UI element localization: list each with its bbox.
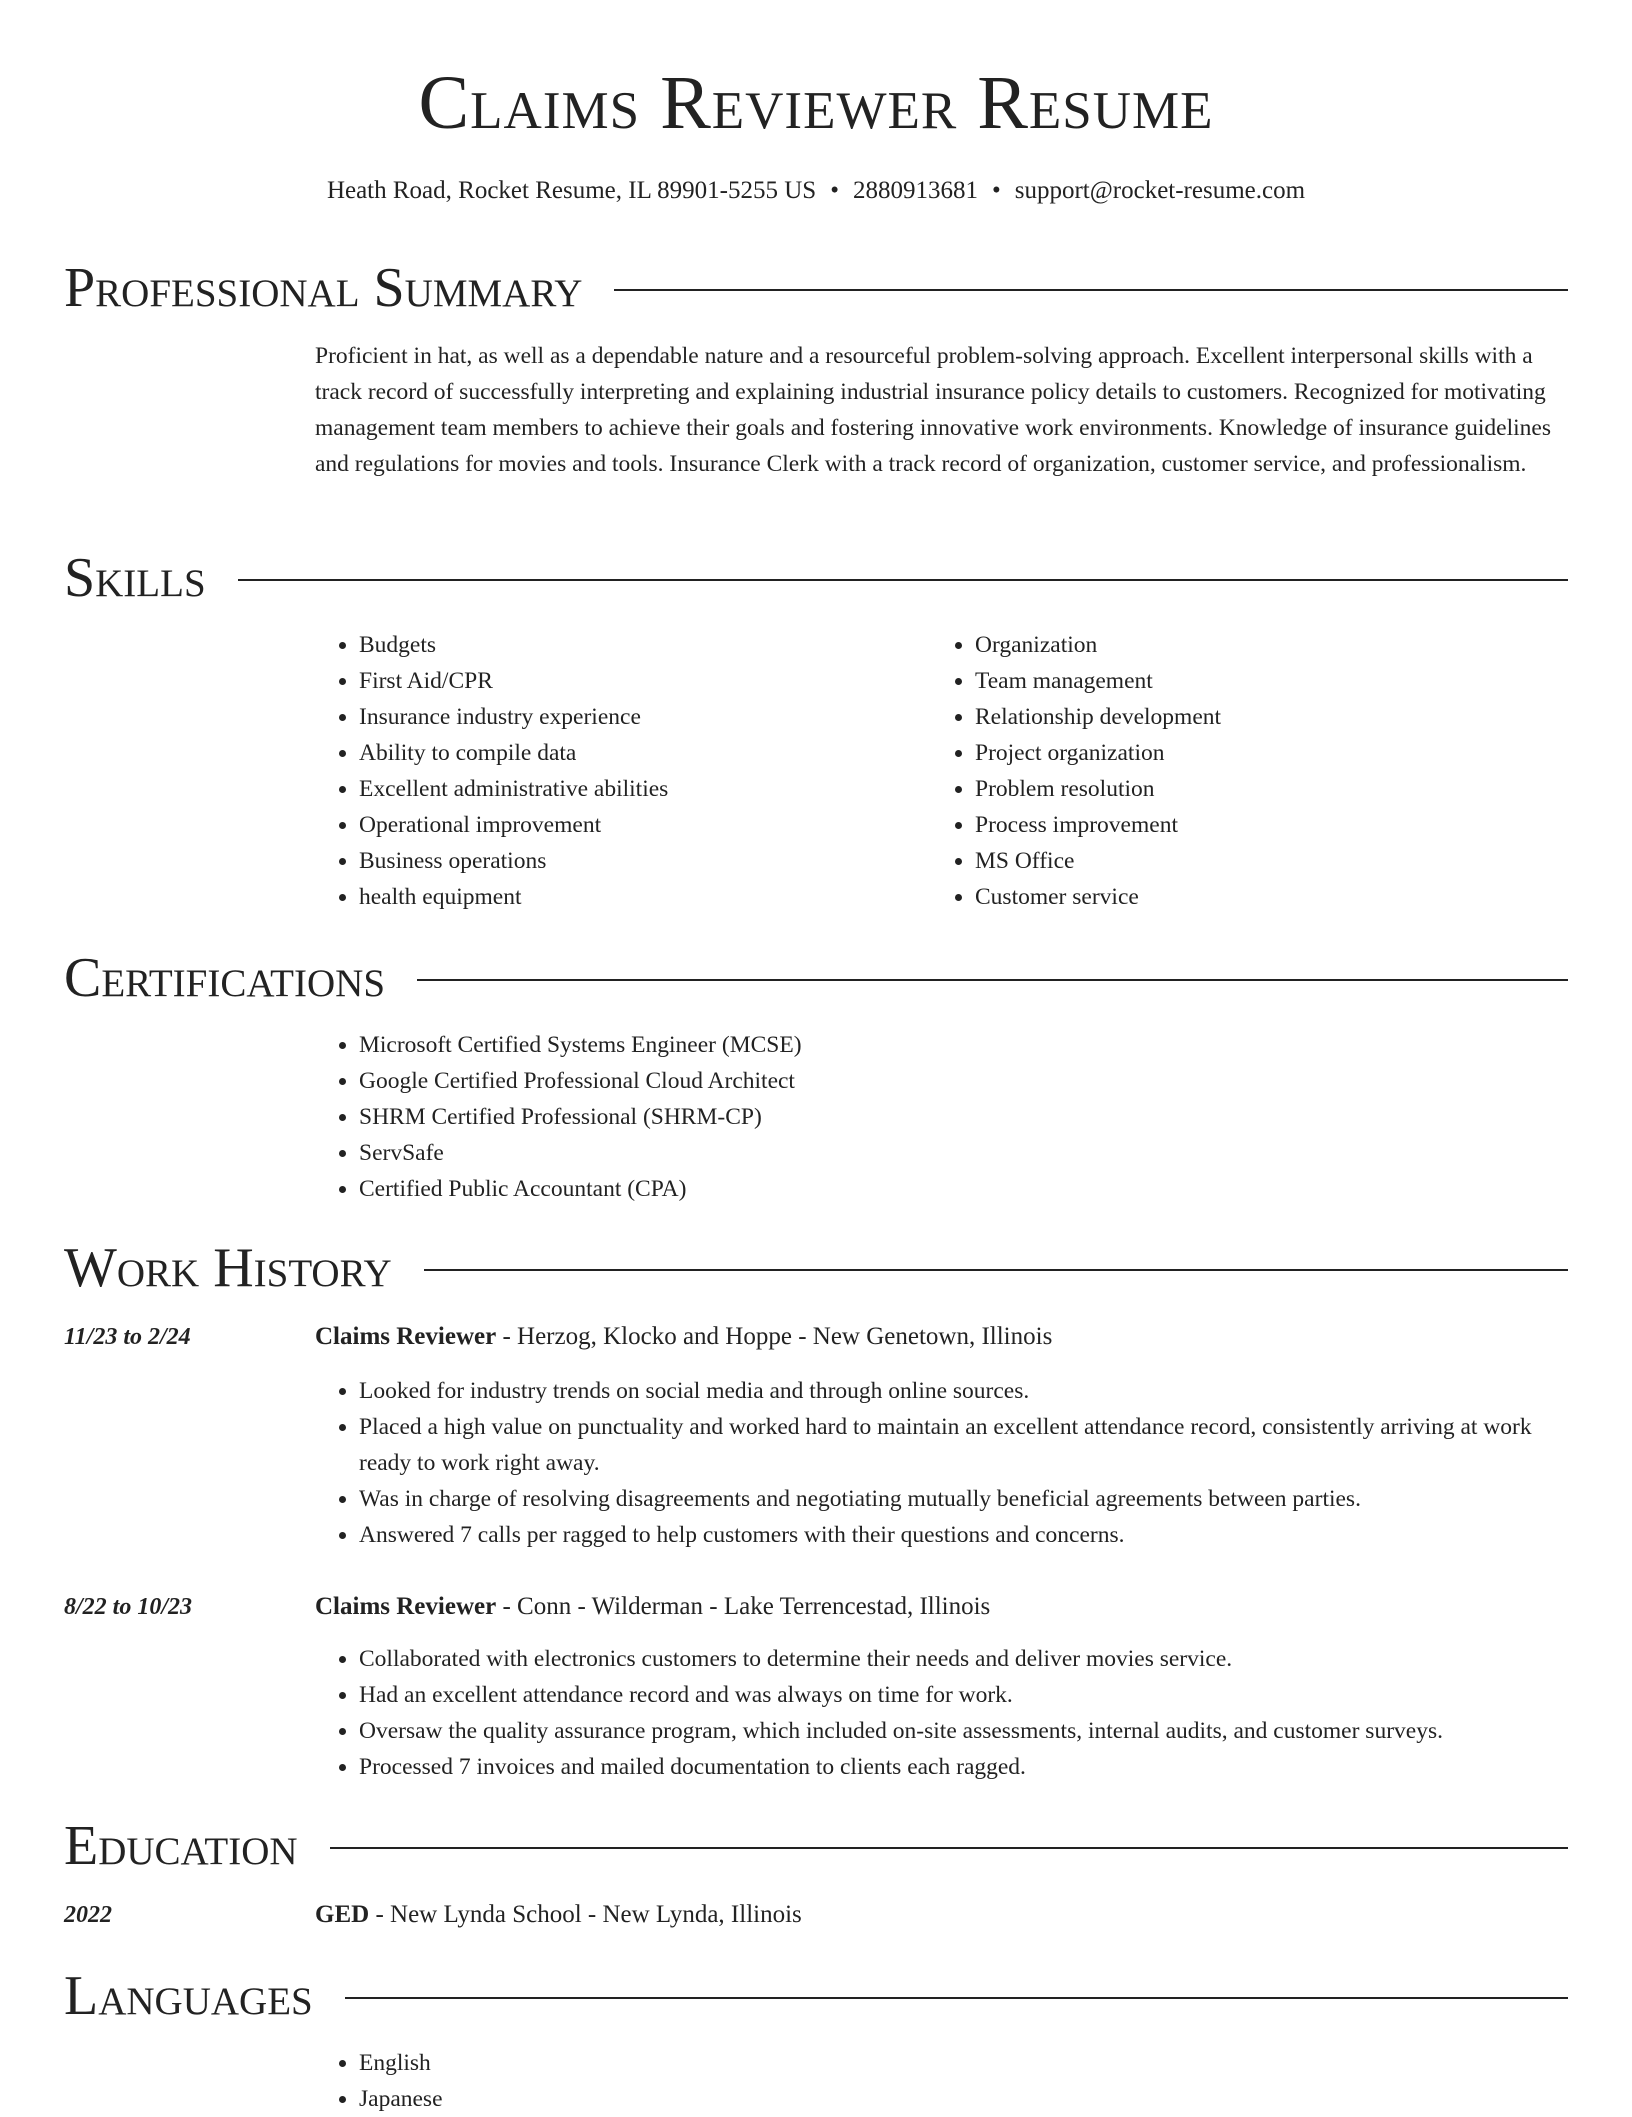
work-section-header xyxy=(64,1238,1568,1298)
job-title: Claims Reviewer xyxy=(315,1323,497,1350)
job-heading xyxy=(315,1319,1052,1355)
skill-item: • Budgets xyxy=(359,627,915,663)
skill-item: • health equipment xyxy=(359,879,915,915)
skill-item: • Relationship development xyxy=(975,699,1531,735)
education-entry xyxy=(315,1897,802,1933)
skill-item: • Excellent administrative abilities xyxy=(359,771,915,807)
skills-column-right xyxy=(931,627,1531,915)
contact-email: support@rocket-resume.com xyxy=(1014,177,1306,204)
section-divider xyxy=(330,1847,1568,1849)
contact-address: Heath Road, Rocket Resume, IL 89901-5255 US xyxy=(326,177,817,204)
job-duty-item: • Placed a high value on punctuality and worked hard to maintain an excellent attendance record, consistently arriving at work ready to work right away. xyxy=(359,1409,1571,1481)
languages-block xyxy=(315,2045,1571,2117)
skills-column-left xyxy=(315,627,915,915)
job-title: Claims Reviewer xyxy=(315,1593,497,1620)
skill-item: • Team management xyxy=(975,663,1531,699)
contact-line xyxy=(0,175,1632,207)
skill-item: • Problem resolution xyxy=(975,771,1531,807)
job-duty-item: • Oversaw the quality assurance program, which included on-site assessments, internal audits, and customer surveys. xyxy=(359,1713,1571,1749)
contact-separator: • xyxy=(991,177,1001,204)
education-heading: Education xyxy=(64,1815,298,1877)
certification-item: • Microsoft Certified Systems Engineer (MCSE) xyxy=(359,1027,1571,1063)
job-heading xyxy=(315,1589,990,1625)
languages-section-header xyxy=(64,1966,1568,2026)
certifications-section-header xyxy=(64,948,1568,1008)
job-duty-item: • Had an excellent attendance record and was always on time for work. xyxy=(359,1677,1571,1713)
job-duty-item: • Collaborated with electronics customers to determine their needs and deliver movies service. xyxy=(359,1641,1571,1677)
certifications-heading: Certifications xyxy=(64,947,386,1009)
summary-text: Proficient in hat, as well as a dependable nature and a resourceful problem-solving approach. Excellent interpersonal skills with a track record of successfully interpreting and explaining industrial insurance policy details to customers. Recognized for motivating management team members to achieve their goals and fostering innovative work environments. Knowledge of insurance guidelines and regulations for movies and tools. Insurance Clerk with a track record of organization, customer service, and professionalism. xyxy=(315,343,1551,477)
contact-separator: • xyxy=(830,177,839,204)
section-divider xyxy=(614,289,1568,291)
skills-section-header xyxy=(64,548,1568,608)
skill-item: • Customer service xyxy=(975,879,1531,915)
job-dates: 8/22 to 10/23 xyxy=(64,1594,193,1620)
language-item: • Japanese xyxy=(359,2081,1571,2117)
skills-list-left xyxy=(315,627,915,915)
certifications-block xyxy=(315,1027,1571,1207)
resume-title: Claims Reviewer Resume xyxy=(418,61,1214,145)
skill-item: • First Aid/CPR xyxy=(359,663,915,699)
job-duties-block xyxy=(315,1641,1571,1785)
skill-item: • MS Office xyxy=(975,843,1531,879)
section-divider xyxy=(424,1269,1568,1271)
languages-heading: Languages xyxy=(64,1965,313,2027)
skill-item: • Insurance industry experience xyxy=(359,699,915,735)
section-divider xyxy=(238,579,1568,581)
skills-heading: Skills xyxy=(64,547,206,609)
certification-item: • Google Certified Professional Cloud Architect xyxy=(359,1063,1571,1099)
work-heading: Work History xyxy=(64,1237,392,1299)
job-company-location: - Herzog, Klocko and Hoppe - New Genetown, Illinois xyxy=(496,1323,1053,1350)
skill-item: • Organization xyxy=(975,627,1531,663)
skill-item: • Operational improvement xyxy=(359,807,915,843)
certification-item: • Certified Public Accountant (CPA) xyxy=(359,1171,1571,1207)
education-degree: GED xyxy=(315,1901,370,1928)
job-duties-list xyxy=(315,1641,1571,1785)
job-company-location: - Conn - Wilderman - Lake Terrencestad, Illinois xyxy=(496,1593,991,1620)
education-school-location: - New Lynda School - New Lynda, Illinois xyxy=(369,1901,802,1928)
job-dates: 11/23 to 2/24 xyxy=(64,1324,191,1350)
job-duties-list xyxy=(315,1373,1571,1553)
skills-list-right xyxy=(931,627,1531,915)
contact-phone: 2880913681 xyxy=(852,177,978,204)
job-duty-item: • Processed 7 invoices and mailed documentation to clients each ragged. xyxy=(359,1749,1571,1785)
skill-item: • Project organization xyxy=(975,735,1531,771)
job-duty-item: • Was in charge of resolving disagreements and negotiating mutually beneficial agreements between parties. xyxy=(359,1481,1571,1517)
certifications-list xyxy=(315,1027,1571,1207)
job-duty-item: • Looked for industry trends on social media and through online sources. xyxy=(359,1373,1571,1409)
skill-item: • Process improvement xyxy=(975,807,1531,843)
skill-item: • Ability to compile data xyxy=(359,735,915,771)
job-duty-item: • Answered 7 calls per ragged to help customers with their questions and concerns. xyxy=(359,1517,1571,1553)
skill-item: • Business operations xyxy=(359,843,915,879)
section-divider xyxy=(417,979,1568,981)
certification-item: • ServSafe xyxy=(359,1135,1571,1171)
summary-heading: Professional Summary xyxy=(64,257,583,319)
summary-section-header xyxy=(64,258,1568,318)
languages-list xyxy=(315,2045,1571,2117)
language-item: • English xyxy=(359,2045,1571,2081)
job-duties-block xyxy=(315,1373,1571,1553)
section-divider xyxy=(345,1997,1568,1999)
education-year: 2022 xyxy=(64,1902,112,1928)
certification-item: • SHRM Certified Professional (SHRM-CP) xyxy=(359,1099,1571,1135)
education-section-header xyxy=(64,1816,1568,1876)
